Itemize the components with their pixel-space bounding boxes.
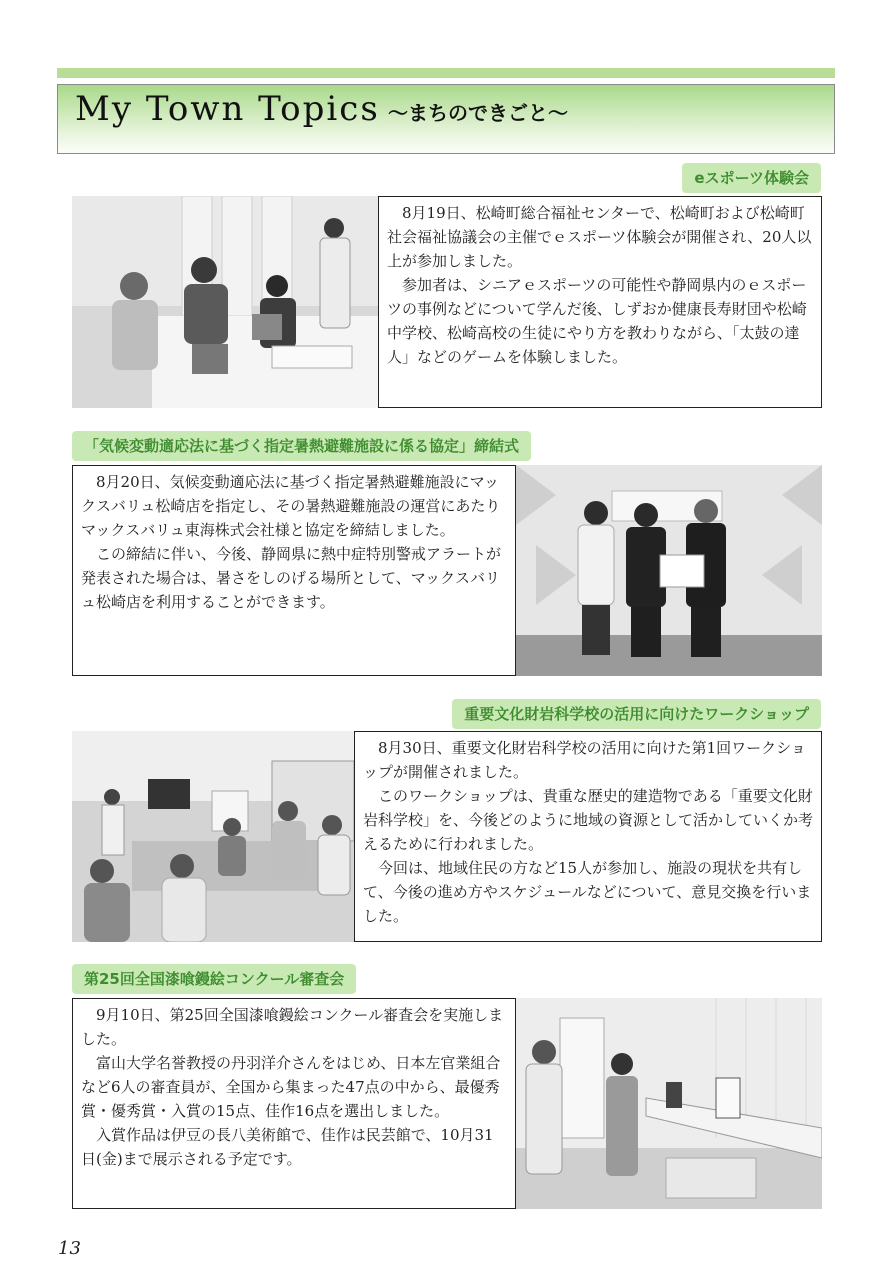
paragraph: 8月30日、重要文化財岩科学校の活用に向けた第1回ワークショップが開催されました。 bbox=[363, 739, 806, 781]
paragraph: 今回は、地域住民の方など15人が参加し、施設の現状を共有して、今後の進め方やスケジュールなどについて、意見交換を行いました。 bbox=[363, 859, 812, 925]
photo-esports-event bbox=[72, 196, 378, 408]
section-header bbox=[57, 84, 835, 154]
topic-tag-kotee-contest: 第25回全国漆喰鏝絵コンクール審査会 bbox=[72, 964, 356, 994]
paragraph: 富山大学名誉教授の丹羽洋介さんをはじめ、日本左官業組合など6人の審査員が、全国から集まった47点の中から、最優秀賞・優秀賞・入賞の15点、佳作16点を選出しました。 bbox=[81, 1054, 501, 1120]
paragraph: 8月20日、気候変動適応法に基づく指定暑熱避難施設にマックスバリュ松崎店を指定し、その暑熱避難施設の運営にあたりマックスバリュ東海株式会社様と協定を締結しました。 bbox=[81, 473, 501, 539]
photo-agreement-signing bbox=[516, 465, 822, 676]
topic-text-kotee-contest bbox=[72, 998, 516, 1209]
page-number: 13 bbox=[58, 1238, 81, 1259]
topic-text-heat-shelter bbox=[72, 465, 516, 676]
top-decorative-bar bbox=[57, 68, 835, 78]
page-subtitle: ～まちのできごと～ bbox=[388, 101, 568, 125]
paragraph: この締結に伴い、今後、静岡県に熱中症特別警戒アラートが発表された場合は、暑さをしのげる場所として、マックスバリュ松崎店を利用することができます。 bbox=[81, 545, 502, 611]
paragraph: 参加者は、シニアｅスポーツの可能性や静岡県内のｅスポーツの事例などについて学んだ後、しずおか健康長寿財団や松崎中学校、松崎高校の生徒にやり方を教わりながら、「太鼓の達人」などのゲームを体験しました。 bbox=[387, 276, 807, 366]
topic-tag-workshop: 重要文化財岩科学校の活用に向けたワークショップ bbox=[452, 699, 821, 729]
topic-tag-heat-shelter: 「気候変動適応法に基づく指定暑熱避難施設に係る協定」締結式 bbox=[72, 431, 531, 461]
topic-text-workshop bbox=[354, 731, 822, 942]
paragraph: 8月19日、松崎町総合福祉センターで、松崎町および松崎町社会福祉協議会の主催でｅスポーツ体験会が開催され、20人以上が参加しました。 bbox=[387, 204, 812, 270]
paragraph: 入賞作品は伊豆の長八美術館で、佳作は民芸館で、10月31日(金)まで展示される予定です。 bbox=[81, 1126, 494, 1168]
topic-text-esports bbox=[378, 196, 822, 408]
paragraph: 9月10日、第25回全国漆喰鏝絵コンクール審査会を実施しました。 bbox=[81, 1006, 504, 1048]
photo-workshop bbox=[72, 731, 354, 942]
topic-tag-esports: eスポーツ体験会 bbox=[682, 163, 821, 193]
photo-judging bbox=[516, 998, 822, 1209]
page-title: My Town Topics bbox=[75, 89, 380, 129]
paragraph: このワークショップは、貴重な歴史的建造物である「重要文化財岩科学校」を、今後どのように地域の資源として活かしていくか考えるために行われました。 bbox=[363, 787, 814, 853]
